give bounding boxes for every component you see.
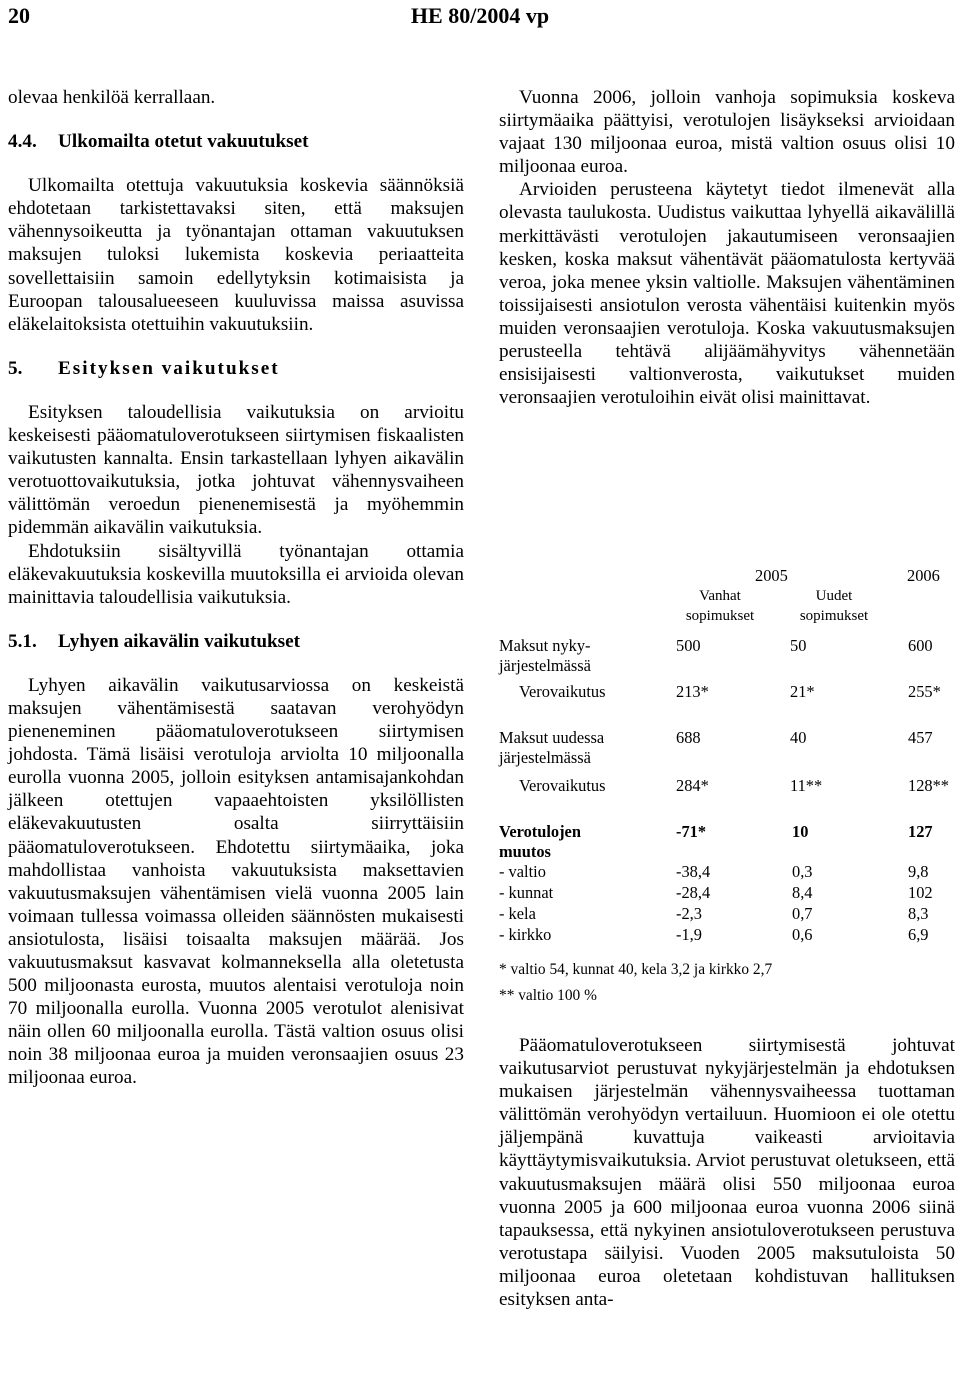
table-cell: 128** bbox=[908, 776, 949, 795]
table-cell: 10 bbox=[792, 822, 809, 841]
table-cell: 255* bbox=[908, 682, 941, 701]
table-cell: 50 bbox=[790, 636, 807, 655]
table-cell: 0,6 bbox=[792, 925, 813, 944]
section-heading-4-4 bbox=[8, 130, 464, 153]
table-cell: 284* bbox=[676, 776, 709, 795]
table-row-label: Maksut nyky- järjestelmässä bbox=[499, 636, 591, 675]
table-cell: 8,3 bbox=[908, 904, 929, 923]
table-cell: 457 bbox=[908, 728, 933, 747]
section-heading-5-1 bbox=[8, 630, 464, 653]
table-cell: 40 bbox=[790, 728, 807, 747]
paragraph-right-1: Vuonna 2006, jolloin vanhoja sopimuksia koskeva siirtymäaika päättyisi, verotulojen lisäykseksi arvioidaan vajaat 130 miljoonaa euroa, mistä valtion osuus olisi 10 miljoonaa euroa. bbox=[499, 87, 955, 178]
section-title: Lyhyen aikavälin vaikutukset bbox=[58, 630, 301, 652]
table-cell: 500 bbox=[676, 636, 701, 655]
table-cell: 9,8 bbox=[908, 862, 929, 881]
table-cell: 21* bbox=[790, 682, 815, 701]
table-cell: -38,4 bbox=[676, 862, 711, 881]
right-column bbox=[499, 86, 955, 409]
table-cell: 102 bbox=[908, 883, 933, 902]
paragraph-4-4: Ulkomailta otettuja vakuutuksia koskevia säännöksiä ehdotetaan tarkistettavaksi siten, että maksujen vähennysoikeutta ja työnantajan ottaman vakuutuksen maksujen tuloksi lukemista koskevia periaatteita sovellettaisiin samoin edellytyksin kotimaisista ja Euroopan talousalueeseen kuuluvissa maissa asuvissa eläkelaitoksista otettuihin vakuutuksiin. bbox=[8, 175, 464, 335]
table-footnote-1: * valtio 54, kunnat 40, kela 3,2 ja kirkko 2,7 bbox=[499, 961, 773, 978]
table-cell: -71* bbox=[676, 822, 707, 841]
table-cell: 8,4 bbox=[792, 883, 813, 902]
table-cell: 0,3 bbox=[792, 862, 813, 881]
table-row-label: Verovaikutus bbox=[519, 682, 606, 701]
table-cell: 213* bbox=[676, 682, 709, 701]
table-footnote-2: ** valtio 100 % bbox=[499, 987, 597, 1004]
paragraph-right-2: Arvioiden perusteena käytetyt tiedot ilmenevät alla olevasta taulukosta. Uudistus vaikuttaa lyhyellä aikavälillä merkittävästi verotulojen jakautumiseen veronsaajien kesken, koska maksut vähentävät pääomatulosta kertyvää veroa, joka menee yksin valtiolle. Maksujen vähentäminen toissijaisesti ansiotulon verosta vähentäisi kuitenkin myös muiden veronsaajien verotuloja. Koska vakuutusmaksujen perusteella tehtävä alijäämähyvitys vähennetään ensisijaisesti valtionverosta, vaikutukset muiden veronsaajien verotuloihin eivät olisi mainittavat. bbox=[499, 179, 955, 409]
table-row-label: Verotulojen muutos bbox=[499, 822, 581, 861]
new-contracts-header: Uudet sopimukset bbox=[799, 588, 869, 624]
table-row-label: Verovaikutus bbox=[519, 776, 606, 795]
section-heading-5 bbox=[8, 357, 464, 380]
document-id: HE 80/2004 vp bbox=[410, 3, 550, 28]
right-column-lower bbox=[499, 1034, 955, 1311]
year-2005-header: 2005 bbox=[755, 566, 788, 585]
table-row-label: Maksut uudessa järjestelmässä bbox=[499, 728, 605, 767]
section-number: 4.4. bbox=[8, 131, 37, 153]
table-cell: -2,3 bbox=[676, 904, 702, 923]
table-cell: 6,9 bbox=[908, 925, 929, 944]
table-cell: 0,7 bbox=[792, 904, 813, 923]
table-row-label: - kela bbox=[499, 904, 536, 923]
old-contracts-header: Vanhat sopimukset bbox=[685, 588, 755, 624]
intro-text: olevaa henkilöä kerrallaan. bbox=[8, 87, 216, 108]
page-number: 20 bbox=[8, 3, 30, 28]
page-header bbox=[0, 0, 960, 36]
table-row-label: - kirkko bbox=[499, 925, 552, 944]
paragraph-5-b: Ehdotuksiin sisältyvillä työnantajan ottamia eläkevakuutuksia koskevilla muutoksilla ei arvioida olevan mainittavia taloudellisia vaikutuksia. bbox=[8, 540, 464, 608]
tax-effects-table bbox=[499, 560, 955, 960]
paragraph-right-3: Pääomatuloverotukseen siirtymisestä johtuvat vaikutusarviot perustuvat nykyjärjestelmän ja ehdotuksen mukaisen järjestelmän vähennysvaiheessa tuottaman välittömän verohyödyn vertailuun. Huomioon ei ole otettu jäljempänä kuvattuja vaikeasti arvioitavia käyttäytymisvaikutuksia. Arviot perustuvat oletukseen, että vakuutusmaksujen määrä olisi 550 miljoonaa euroa vuonna 2005 ja 600 miljoonaa euroa vuonna 2006 siinä tapauksessa, että nykyinen ansiotuloverotukseen perustuva verotustapa säilyisi. Vuoden 2005 maksutuloista 50 miljoonaa euroa oletetaan kohdistuvan hallituksen esityksen anta- bbox=[499, 1035, 955, 1311]
table-cell: 600 bbox=[908, 636, 933, 655]
table-cell: -1,9 bbox=[676, 925, 702, 944]
section-number: 5. bbox=[8, 357, 23, 379]
paragraph-5-1: Lyhyen aikavälin vaikutusarviossa on keskeistä maksujen vähentämisestä saatavan verohyödyn pieneneminen pääomatuloverotukseen siirtymisen johdosta. Tämä lisäisi verotuloja arviolta 10 miljoonalla eurolla vuonna 2005, jolloin esityksen antamisajankohdan jälkeen otettujen vapaaehtoisten yksilöllisten eläkevakuutusten osalta siirryttäisiin pääomatuloverotukseen. Ehdotettu siirtymäaika, joka mahdollistaa vanhoista vakuutuksista maksettavien vakuutusmaksujen vähentämisen vielä vuonna 2005 lain voimaan tullessa voimassa olleiden säännösten mukaisesti ansiotulosta, lisäisi toisaalta maksujen määrää. Jos vakuutusmaksut kasvavat kolmanneksella alla oletetusta 500 miljoonasta eurosta, muutos alentaisi verotuloja noin 70 miljoonalla eurolla. Vuonna 2005 verotulot alenisivat näin ollen 60 miljoonalla eurolla. Tästä valtion osuus olisi noin 38 miljoonaa euroa ja muiden veronsaajien osuus 23 miljoonaa euroa. bbox=[8, 674, 464, 1089]
year-2006-header: 2006 bbox=[907, 566, 940, 585]
table-row-label: - kunnat bbox=[499, 883, 554, 902]
table-cell: 11** bbox=[790, 776, 823, 795]
section-title: Esityksen vaikutukset bbox=[58, 357, 280, 379]
paragraph-5-a: Esityksen taloudellisia vaikutuksia on arvioitu keskeisesti pääomatuloverotukseen siirtymisen fiskaalisten vaikutusten kannalta. Ensin tarkastellaan lyhyen aikavälin verotuottovaikutuksia, jotka johtuvat vähennysvaiheen välittömän veroedun pienenemisestä ja myöhemmin pidemmän aikavälin vaikutuksia. bbox=[8, 401, 464, 539]
left-column bbox=[8, 86, 464, 1090]
table-cell: 127 bbox=[908, 822, 933, 841]
table-cell: -28,4 bbox=[676, 883, 711, 902]
table-row-label: - valtio bbox=[499, 862, 546, 881]
section-title: Ulkomailta otetut vakuutukset bbox=[58, 131, 309, 153]
section-number: 5.1. bbox=[8, 630, 37, 652]
table-cell: 688 bbox=[676, 728, 701, 747]
